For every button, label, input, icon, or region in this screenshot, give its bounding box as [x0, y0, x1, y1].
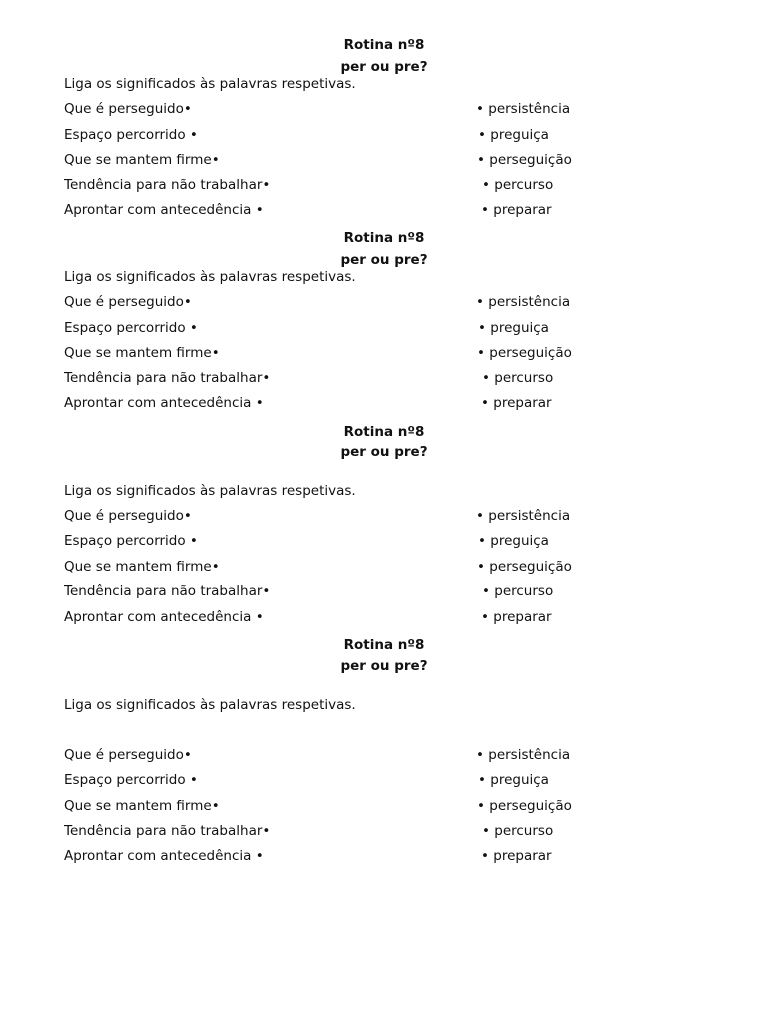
block-title: Rotina nº8	[343, 230, 425, 246]
word-option: • preparar	[481, 609, 552, 625]
word-option: • preguiça	[478, 772, 549, 788]
word-option: • preguiça	[478, 127, 549, 143]
block-subtitle: per ou pre?	[340, 444, 428, 460]
word-option: • percurso	[482, 823, 554, 839]
block-instruction: Liga os significados às palavras respetivas.	[64, 483, 356, 499]
definition-text: Que é perseguido•	[64, 294, 192, 310]
matching-row	[0, 293, 768, 311]
matching-row	[0, 201, 768, 219]
definition-text: Aprontar com antecedência •	[64, 395, 264, 411]
matching-row	[0, 369, 768, 387]
definition-text: Aprontar com antecedência •	[64, 848, 264, 864]
definition-text: Aprontar com antecedência •	[64, 202, 264, 218]
definition-text: Que é perseguido•	[64, 508, 192, 524]
word-option: • persistência	[476, 294, 571, 310]
block-instruction: Liga os significados às palavras respetivas.	[64, 697, 356, 713]
matching-row	[0, 126, 768, 144]
matching-row	[0, 176, 768, 194]
word-option: • percurso	[482, 583, 554, 599]
definition-text: Que é perseguido•	[64, 101, 192, 117]
matching-row	[0, 319, 768, 337]
word-option: • perseguição	[477, 559, 572, 575]
definition-text: Espaço percorrido •	[64, 127, 198, 143]
matching-row	[0, 582, 768, 600]
matching-row	[0, 100, 768, 118]
matching-row	[0, 558, 768, 576]
matching-row	[0, 822, 768, 840]
definition-text: Que se mantem firme•	[64, 345, 220, 361]
matching-row	[0, 507, 768, 525]
matching-row	[0, 151, 768, 169]
block-subtitle: per ou pre?	[340, 658, 428, 674]
definition-text: Que é perseguido•	[64, 747, 192, 763]
definition-text: Tendência para não trabalhar•	[64, 583, 271, 599]
block-instruction: Liga os significados às palavras respetivas.	[64, 76, 356, 92]
definition-text: Espaço percorrido •	[64, 533, 198, 549]
block-instruction: Liga os significados às palavras respetivas.	[64, 269, 356, 285]
word-option: • perseguição	[477, 798, 572, 814]
word-option: • perseguição	[477, 152, 572, 168]
word-option: • preguiça	[478, 320, 549, 336]
word-option: • preparar	[481, 848, 552, 864]
word-option: • preparar	[481, 202, 552, 218]
block-title: Rotina nº8	[343, 37, 425, 53]
matching-row	[0, 344, 768, 362]
matching-row	[0, 608, 768, 626]
block-subtitle: per ou pre?	[340, 252, 428, 268]
definition-text: Tendência para não trabalhar•	[64, 177, 271, 193]
word-option: • persistência	[476, 101, 571, 117]
definition-text: Que se mantem firme•	[64, 798, 220, 814]
word-option: • persistência	[476, 508, 571, 524]
block-title: Rotina nº8	[343, 637, 425, 653]
matching-row	[0, 394, 768, 412]
definition-text: Que se mantem firme•	[64, 559, 220, 575]
matching-row	[0, 797, 768, 815]
definition-text: Tendência para não trabalhar•	[64, 823, 271, 839]
matching-row	[0, 771, 768, 789]
definition-text: Espaço percorrido •	[64, 772, 198, 788]
definition-text: Tendência para não trabalhar•	[64, 370, 271, 386]
word-option: • percurso	[482, 177, 554, 193]
definition-text: Que se mantem firme•	[64, 152, 220, 168]
matching-row	[0, 746, 768, 764]
word-option: • persistência	[476, 747, 571, 763]
definition-text: Aprontar com antecedência •	[64, 609, 264, 625]
definition-text: Espaço percorrido •	[64, 320, 198, 336]
matching-row	[0, 532, 768, 550]
matching-row	[0, 847, 768, 865]
block-subtitle: per ou pre?	[340, 59, 428, 75]
block-title: Rotina nº8	[343, 424, 425, 440]
word-option: • perseguição	[477, 345, 572, 361]
word-option: • preparar	[481, 395, 552, 411]
word-option: • preguiça	[478, 533, 549, 549]
word-option: • percurso	[482, 370, 554, 386]
